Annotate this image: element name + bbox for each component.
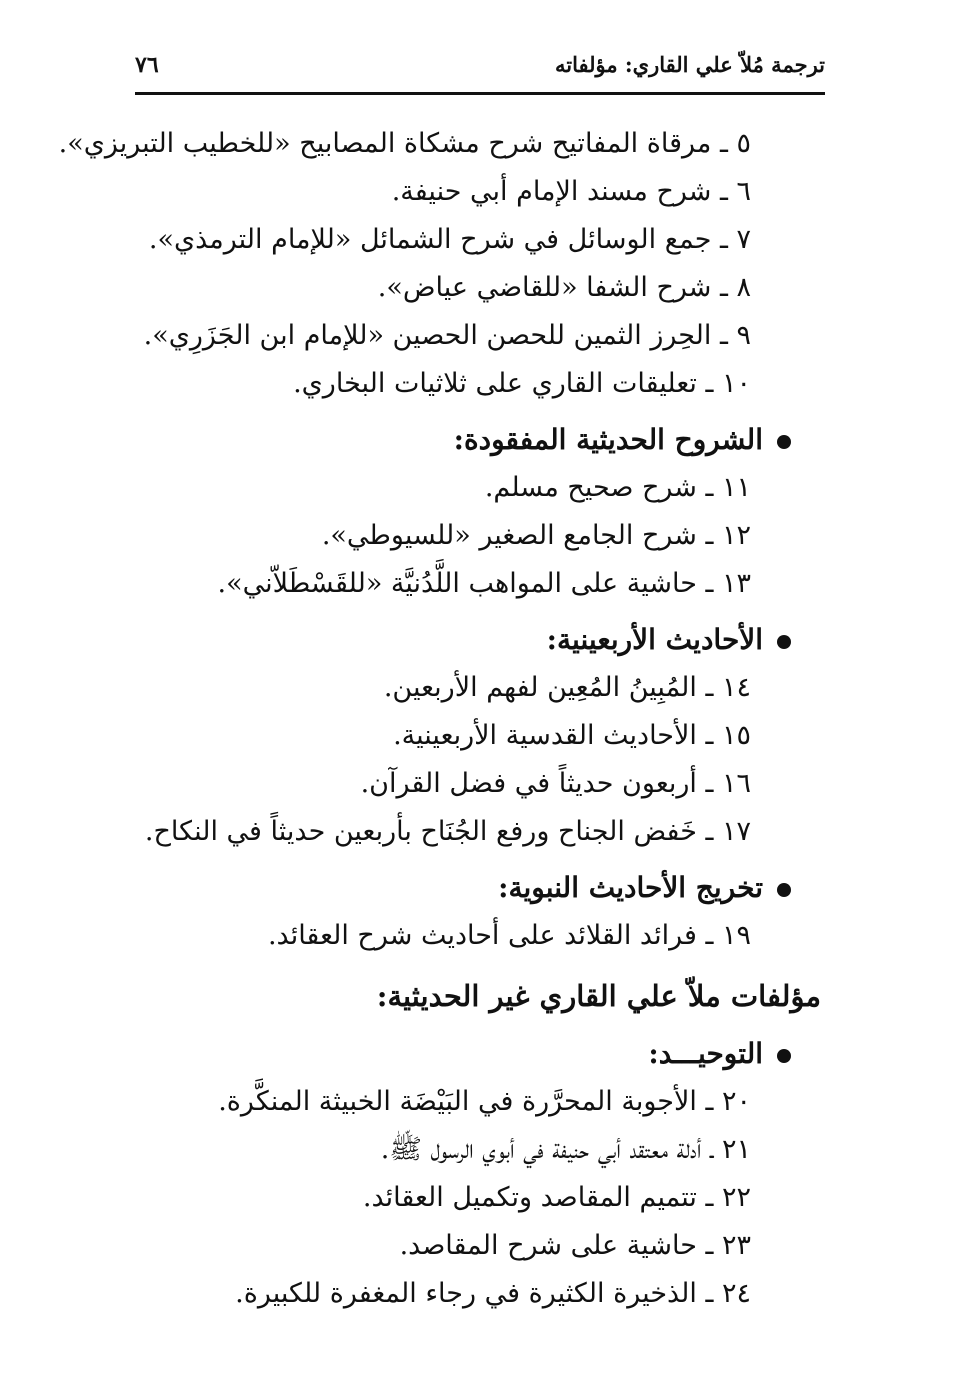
list-item: ١٥ ـ الأحاديث القدسية الأربعينية. [393,720,751,751]
list-item: ١٦ ـ أربعون حديثاً في فضل القرآن. [360,768,751,799]
list-item: ٢٢ ـ تتميم المقاصد وتكميل العقائد. [362,1182,751,1213]
list-item: ١٤ ـ المُبِينُ المُعِين لفهم الأربعين. [383,672,751,703]
list-item: ١٩ ـ فرائد القلائد على أحاديث شرح العقائد. [267,920,751,951]
list-item: ٩ ـ الحِرز الثمين للحصن الحصين «للإمام ابن الجَزَرِي». [143,320,751,351]
section-heading-tawhid: التوحيـــد: [80,1030,956,1078]
list-item: ٢١ ـ أدلة معتقد أبي حنيفة في أبوي الرسول ﷺ. [380,1134,751,1165]
main-heading-non-hadith-works: مؤلفات ملاّ علي القاري غير الحديثية: [376,979,821,1013]
bullet-icon [777,1049,791,1063]
list-item: ٧ ـ جمع الوسائل في شرح الشمائل «للإمام الترمذي». [148,224,751,255]
list-item: ٢٤ ـ الذخيرة الكثيرة في رجاء المغفرة للكبيرة. [235,1278,751,1309]
list-item: ١٢ ـ شرح الجامع الصغير «للسيوطي». [321,520,751,551]
list-item: ٦ ـ شرح مسند الإمام أبي حنيفة. [391,176,751,207]
page-number: ٧٦ [135,52,159,78]
running-title: ترجمة مُلاّ علي القاري: مؤلفاته [554,52,825,77]
section-heading-lost-commentaries: الشروح الحديثية المفقودة: [80,416,956,464]
list-item: ٨ ـ شرح الشفا «للقاضي عياض». [377,272,751,303]
section-heading-takhrij: تخريج الأحاديث النبوية: [80,864,956,912]
list-item: ١٣ ـ حاشية على المواهب اللَّدُنيَّة «للقَسْطَلاّني». [217,568,751,599]
page-body [58,120,956,1318]
bullet-icon [777,883,791,897]
list-item: ١٠ ـ تعليقات القاري على ثلاثيات البخاري. [293,368,751,399]
section-heading-arbaeen: الأحاديث الأربعينية: [80,616,956,664]
list-item: ٢٣ ـ حاشية على شرح المقاصد. [399,1230,751,1261]
list-item: ٢٠ ـ الأجوبة المحرَّرة في البَيْضَة الخبيثة المنكَّرة. [218,1086,751,1117]
page-header [135,48,825,95]
list-item: ١١ ـ شرح صحيح مسلم. [484,472,751,503]
bullet-icon [777,435,791,449]
list-item: ٥ ـ مرقاة المفاتيح شرح مشكاة المصابيح «للخطيب التبريزي». [58,128,751,159]
bullet-icon [777,635,791,649]
list-item: ١٧ ـ خَفض الجناح ورفع الجُنَاح بأربعين حديثاً في النكاح. [144,816,751,847]
